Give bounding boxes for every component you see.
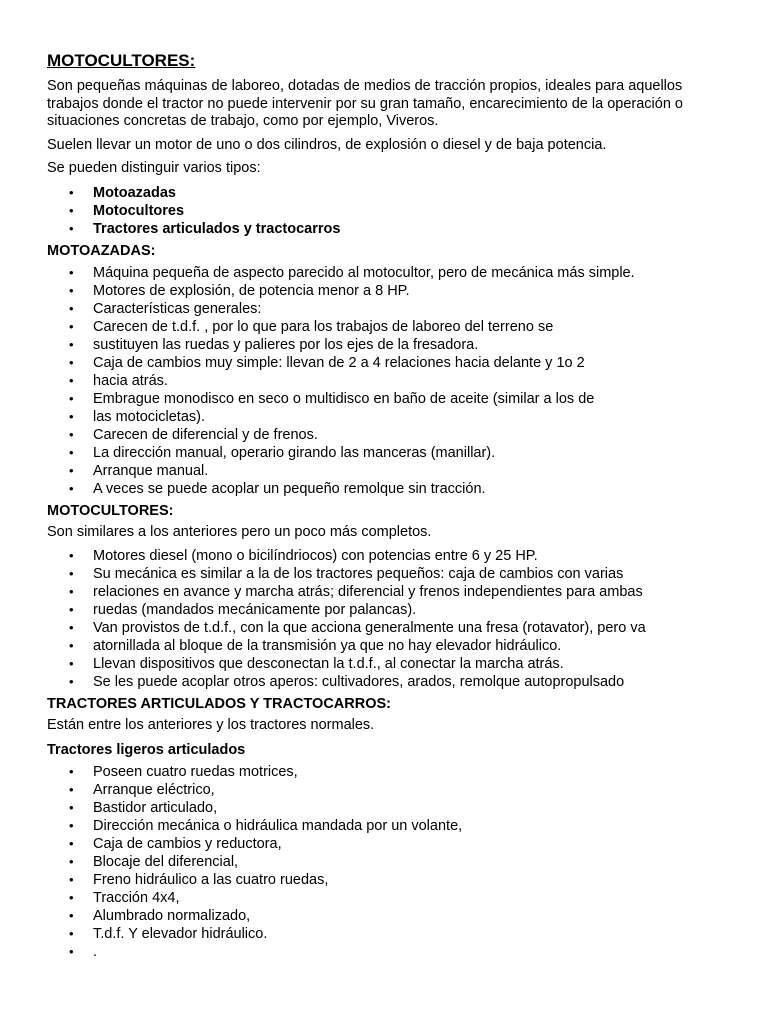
motocultores-intro: Son similares a los anteriores pero un poco más completos. [47, 523, 432, 540]
list-item [47, 817, 728, 835]
bullet-icon: • [69, 462, 74, 478]
list-item-text: La dirección manual, operario girando las manceras (manillar). [93, 444, 496, 461]
motoazadas-list [47, 264, 728, 498]
intro-paragraph-3: Se pueden distinguir varios tipos: [47, 160, 261, 176]
bullet-icon: • [69, 426, 74, 442]
motocultores-list [47, 547, 728, 691]
list-item-text: Arranque manual. [93, 462, 209, 479]
bullet-icon: • [69, 444, 74, 460]
tractores-intro: Están entre los anteriores y los tractores normales. [47, 717, 375, 733]
motoazadas-heading: MOTOAZADAS: [47, 242, 156, 259]
list-item [47, 372, 728, 390]
list-item [47, 390, 728, 408]
bullet-icon: • [69, 480, 74, 496]
bullet-icon: • [69, 853, 74, 869]
bullet-icon: • [69, 220, 74, 236]
bullet-icon: • [69, 300, 74, 316]
list-item-text: hacia atrás. [93, 372, 168, 389]
list-item-text: A veces se puede acoplar un pequeño remolque sin tracción. [93, 480, 486, 497]
list-item-text: Máquina pequeña de aspecto parecido al motocultor, pero de mecánica más simple. [93, 264, 635, 281]
list-item [47, 300, 728, 318]
list-item [47, 480, 728, 498]
list-item-text: Su mecánica es similar a la de los tractores pequeños: caja de cambios con varias [93, 566, 624, 582]
list-item-text: atornillada al bloque de la transmisión ya que no hay elevador hidráulico. [93, 638, 562, 654]
bullet-icon: • [69, 781, 74, 797]
list-item [47, 318, 728, 336]
list-item-text: Características generales: [93, 300, 262, 317]
bullet-icon: • [69, 799, 74, 815]
list-item-text: Carecen de diferencial y de frenos. [93, 426, 318, 443]
bullet-icon: • [69, 282, 74, 298]
bullet-icon: • [69, 925, 74, 941]
list-item-text: Motocultores [93, 202, 185, 219]
bullet-icon: • [69, 620, 74, 635]
bullet-icon: • [69, 907, 74, 923]
list-item [47, 637, 728, 655]
intro-paragraph-2: Suelen llevar un motor de uno o dos cilindros, de explosión o diesel y de baja potencia. [47, 136, 607, 153]
list-item [47, 336, 728, 354]
bullet-icon: • [69, 638, 74, 653]
list-item [47, 781, 728, 799]
bullet-icon: • [69, 318, 74, 334]
list-item-text: Se les puede acoplar otros aperos: cultivadores, arados, remolque autopropulsado [93, 674, 625, 690]
list-item [47, 220, 728, 238]
tractores-list [47, 763, 728, 961]
bullet-icon: • [69, 584, 74, 599]
list-item [47, 264, 728, 282]
list-item-text: Caja de cambios y reductora, [93, 835, 282, 852]
list-item [47, 799, 728, 817]
list-item [47, 282, 728, 300]
list-item [47, 408, 728, 426]
bullet-icon: • [69, 408, 74, 424]
list-item-text: Llevan dispositivos que desconectan la t.d.f., al conectar la marcha atrás. [93, 656, 564, 672]
list-item [47, 763, 728, 781]
list-item [47, 583, 728, 601]
list-item-text: . [93, 943, 98, 960]
bullet-icon: • [69, 943, 74, 959]
list-item [47, 547, 728, 565]
list-item [47, 943, 728, 961]
bullet-icon: • [69, 602, 74, 617]
list-item-text: Poseen cuatro ruedas motrices, [93, 763, 298, 780]
list-item [47, 673, 728, 691]
bullet-icon: • [69, 372, 74, 388]
bullet-icon: • [69, 566, 74, 581]
list-item [47, 184, 728, 202]
intro-paragraph-1: Son pequeñas máquinas de laboreo, dotadas de medios de tracción propios, ideales para aquellos trabajos donde el tractor no puede intervenir por su gran tamaño, encarecimiento de la operación o situaciones concretas de trabajo, como por ejemplo, Viveros. [47, 78, 683, 129]
tractores-heading: TRACTORES ARTICULADOS Y TRACTOCARROS: [47, 696, 391, 712]
list-item [47, 444, 728, 462]
list-item-text: ruedas (mandados mecánicamente por palancas). [93, 602, 417, 618]
bullet-icon: • [69, 835, 74, 851]
bullet-icon: • [69, 336, 74, 352]
list-item-text: relaciones en avance y marcha atrás; diferencial y frenos independientes para ambas [93, 584, 643, 600]
list-item-text: Motores diesel (mono o bicilíndriocos) con potencias entre 6 y 25 HP. [93, 548, 538, 564]
bullet-icon: • [69, 202, 74, 218]
bullet-icon: • [69, 184, 74, 200]
list-item [47, 462, 728, 480]
list-item-text: Motoazadas [93, 184, 176, 201]
bullet-icon: • [69, 264, 74, 280]
list-item [47, 202, 728, 220]
list-item [47, 889, 728, 907]
bullet-icon: • [69, 871, 74, 887]
list-item-text: Alumbrado normalizado, [93, 907, 251, 924]
list-item [47, 655, 728, 673]
bullet-icon: • [69, 763, 74, 779]
page-title: MOTOCULTORES: [47, 51, 196, 70]
list-item [47, 871, 728, 889]
list-item-text: Tractores articulados y tractocarros [93, 220, 341, 237]
list-item-text: Blocaje del diferencial, [93, 853, 239, 870]
bullet-icon: • [69, 354, 74, 370]
list-item [47, 354, 728, 372]
list-item [47, 835, 728, 853]
tractores-subheading: Tractores ligeros articulados [47, 741, 246, 758]
list-item-text: T.d.f. Y elevador hidráulico. [93, 925, 268, 942]
list-item-text: Arranque eléctrico, [93, 781, 215, 798]
bullet-icon: • [69, 548, 74, 563]
types-list [47, 184, 728, 238]
list-item [47, 907, 728, 925]
bullet-icon: • [69, 817, 74, 833]
list-item [47, 565, 728, 583]
list-item-text: Carecen de t.d.f. , por lo que para los trabajos de laboreo del terreno se [93, 318, 554, 335]
list-item-text: Motores de explosión, de potencia menor a 8 HP. [93, 282, 410, 299]
list-item [47, 853, 728, 871]
list-item [47, 925, 728, 943]
list-item [47, 619, 728, 637]
list-item-text: Dirección mecánica o hidráulica mandada por un volante, [93, 817, 463, 834]
bullet-icon: • [69, 390, 74, 406]
list-item-text: Bastidor articulado, [93, 799, 218, 816]
bullet-icon: • [69, 889, 74, 905]
list-item [47, 426, 728, 444]
list-item-text: Freno hidráulico a las cuatro ruedas, [93, 871, 329, 888]
motocultores-heading: MOTOCULTORES: [47, 502, 174, 519]
bullet-icon: • [69, 656, 74, 671]
list-item-text: Van provistos de t.d.f., con la que acciona generalmente una fresa (rotavator), pero va [93, 620, 646, 636]
bullet-icon: • [69, 674, 74, 689]
list-item-text: las motocicletas). [93, 408, 206, 425]
list-item-text: Embrague monodisco en seco o multidisco en baño de aceite (similar a los de [93, 390, 595, 407]
list-item [47, 601, 728, 619]
list-item-text: sustituyen las ruedas y palieres por los ejes de la fresadora. [93, 336, 479, 353]
list-item-text: Caja de cambios muy simple: llevan de 2 a 4 relaciones hacia delante y 1o 2 [93, 354, 585, 371]
list-item-text: Tracción 4x4, [93, 889, 180, 906]
